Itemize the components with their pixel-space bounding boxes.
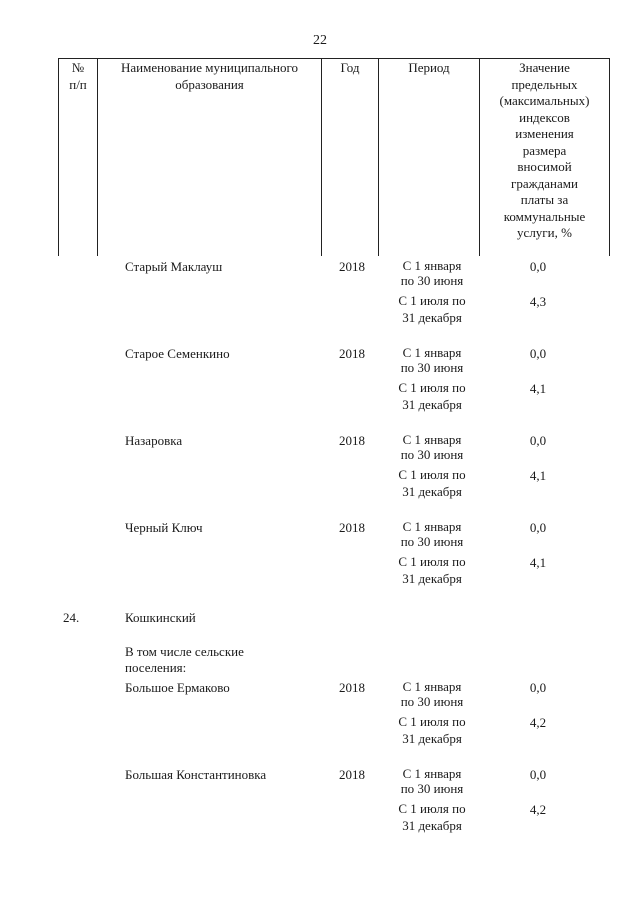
row-4-year: 2018 bbox=[339, 520, 365, 535]
header-year-cell bbox=[322, 58, 378, 258]
row-1-period-second-half: С 1 июля по 31 декабря bbox=[398, 293, 466, 325]
row-3-period-second-half: С 1 июля по 31 декабря bbox=[398, 467, 466, 499]
row-3-values bbox=[490, 432, 586, 484]
header-number-cell bbox=[59, 58, 97, 258]
row-5-name: Большое Ермаково bbox=[125, 680, 230, 695]
header-value-label: Значение предельных (максимальных) индексов изменения размера вносимой гражданами платы за коммунальные услуги, % bbox=[499, 60, 590, 240]
row-1-values bbox=[490, 258, 586, 310]
page-number: 22 bbox=[313, 33, 327, 48]
row-6-period bbox=[382, 766, 482, 834]
row-1-period bbox=[382, 258, 482, 326]
section-number: 24. bbox=[63, 610, 80, 625]
row-5-period-first-half: С 1 января по 30 июня bbox=[400, 679, 464, 709]
header-period-label: Период bbox=[408, 60, 450, 75]
row-3-name: Назаровка bbox=[125, 433, 183, 448]
row-2-year: 2018 bbox=[339, 346, 365, 361]
section-subtitle: В том числе сельские поселения: bbox=[125, 644, 244, 675]
row-2-period bbox=[382, 345, 482, 413]
row-2-values bbox=[490, 345, 586, 397]
row-5-value-second-half: 4,2 bbox=[529, 715, 547, 730]
row-3-year: 2018 bbox=[339, 433, 365, 448]
table-header bbox=[58, 58, 610, 256]
row-5-year: 2018 bbox=[339, 680, 365, 695]
row-2-name: Старое Семенкино bbox=[125, 346, 230, 361]
row-3-value-first-half: 0,0 bbox=[529, 433, 547, 448]
row-4-value-first-half: 0,0 bbox=[529, 520, 547, 535]
row-1-value-second-half: 4,3 bbox=[529, 294, 547, 309]
row-4-period-first-half: С 1 января по 30 июня bbox=[400, 519, 464, 549]
row-6-values bbox=[490, 766, 586, 818]
row-6-value-second-half: 4,2 bbox=[529, 802, 547, 817]
row-6-value-first-half: 0,0 bbox=[529, 767, 547, 782]
row-1-year: 2018 bbox=[339, 259, 365, 274]
row-6-period-second-half: С 1 июля по 31 декабря bbox=[398, 801, 466, 833]
row-4-values bbox=[490, 519, 586, 571]
row-5-values bbox=[490, 679, 586, 731]
header-value-cell bbox=[480, 58, 609, 258]
row-5-value-first-half: 0,0 bbox=[529, 680, 547, 695]
row-1-value-first-half: 0,0 bbox=[529, 259, 547, 274]
row-4-period bbox=[382, 519, 482, 587]
header-border-right bbox=[609, 58, 610, 256]
row-2-period-first-half: С 1 января по 30 июня bbox=[400, 345, 464, 375]
row-6-year: 2018 bbox=[339, 767, 365, 782]
row-3-period-first-half: С 1 января по 30 июня bbox=[400, 432, 464, 462]
row-1-name: Старый Маклауш bbox=[125, 259, 223, 274]
row-2-period-second-half: С 1 июля по 31 декабря bbox=[398, 380, 466, 412]
row-1-period-first-half: С 1 января по 30 июня bbox=[400, 258, 464, 288]
row-5-period-second-half: С 1 июля по 31 декабря bbox=[398, 714, 466, 746]
row-3-period bbox=[382, 432, 482, 500]
header-period-cell bbox=[379, 58, 479, 258]
row-2-value-first-half: 0,0 bbox=[529, 346, 547, 361]
row-5-period bbox=[382, 679, 482, 747]
row-4-period-second-half: С 1 июля по 31 декабря bbox=[398, 554, 466, 586]
section-name: Кошкинский bbox=[125, 610, 196, 625]
row-4-value-second-half: 4,1 bbox=[529, 555, 547, 570]
header-name-cell bbox=[98, 58, 321, 258]
header-year-label: Год bbox=[340, 60, 360, 75]
row-3-value-second-half: 4,1 bbox=[529, 468, 547, 483]
row-2-value-second-half: 4,1 bbox=[529, 381, 547, 396]
header-name-label: Наименование муниципального образования bbox=[120, 60, 299, 92]
row-4-name: Черный Ключ bbox=[125, 520, 203, 535]
row-6-name: Большая Константиновка bbox=[125, 767, 267, 782]
row-6-period-first-half: С 1 января по 30 июня bbox=[400, 766, 464, 796]
header-number-label: № п/п bbox=[69, 60, 87, 92]
